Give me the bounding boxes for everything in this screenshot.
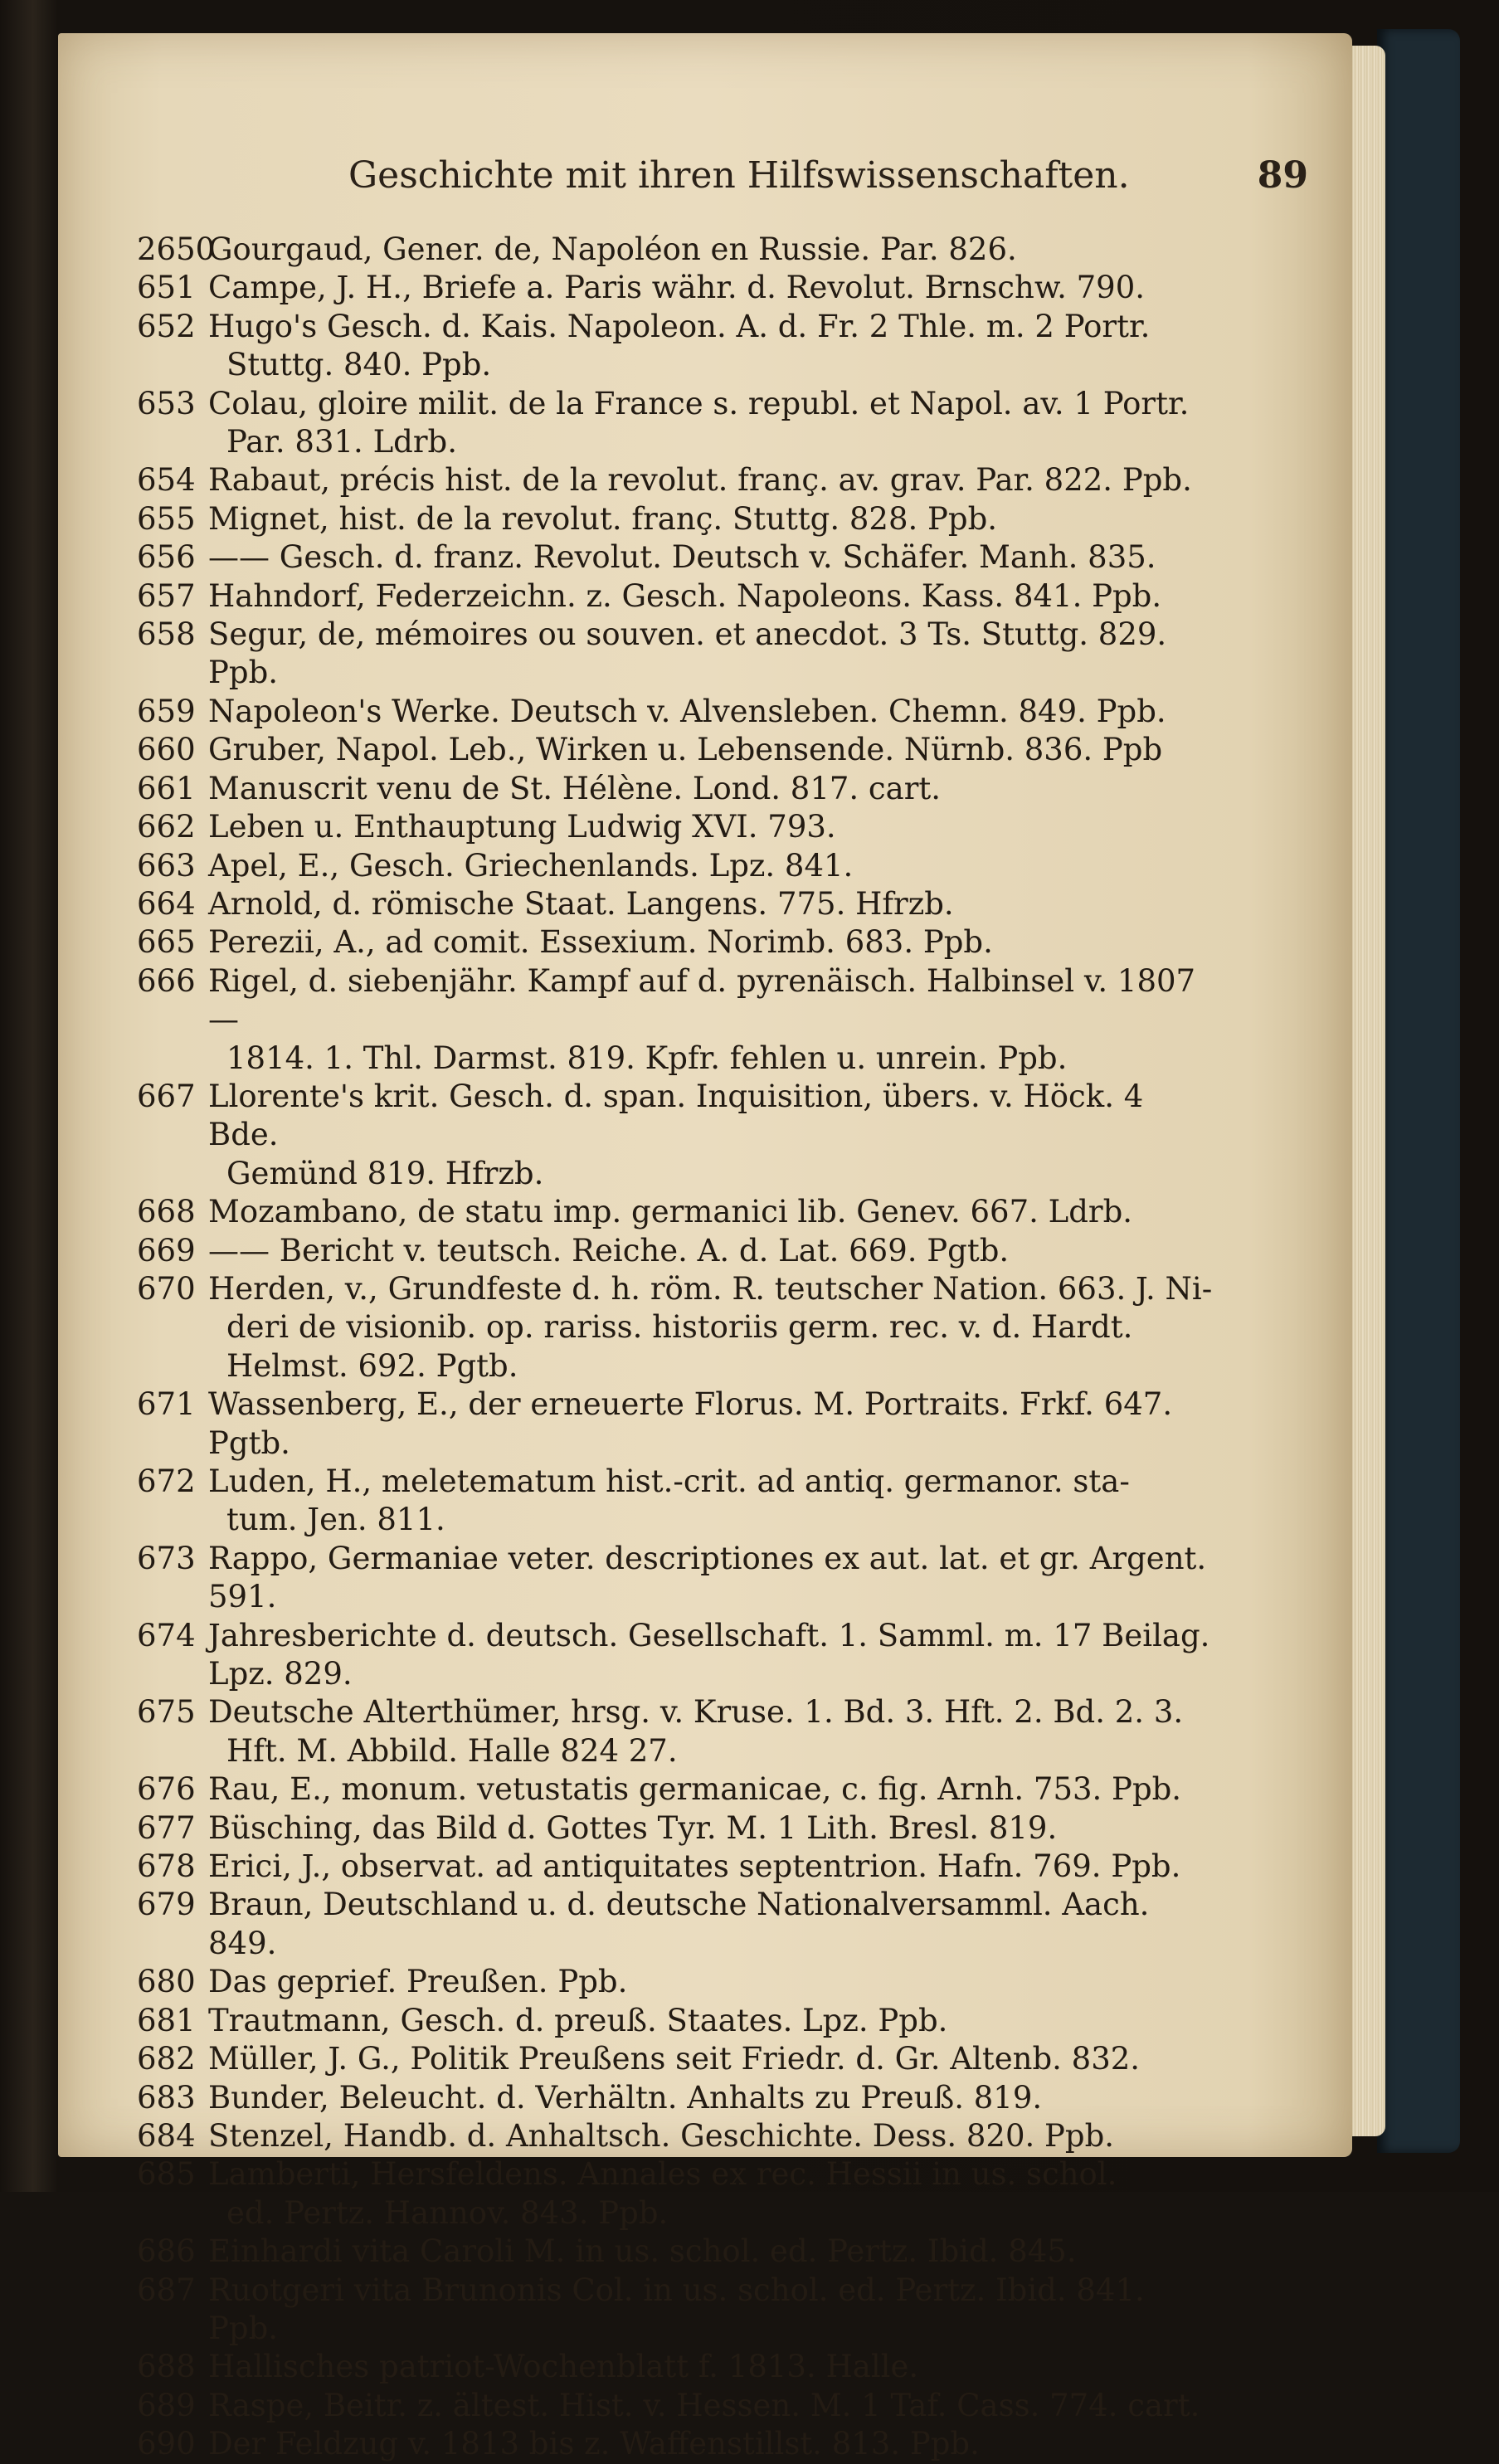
entry-text <box>208 2425 1215 2463</box>
entry-text <box>208 2002 1215 2040</box>
book-cover <box>1377 29 1460 2153</box>
catalog-entry <box>137 2079 1215 2117</box>
catalog-entry <box>137 2002 1215 2040</box>
entry-line: Rappo, Germaniae veter. descriptiones ex aut. lat. et gr. Argent. 591. <box>208 1540 1216 1615</box>
entry-number: 652 <box>137 308 196 344</box>
entry-line: Braun, Deutschland u. d. deutsche Nationalversamml. Aach. 849. <box>208 1887 1160 1961</box>
entry-text <box>208 770 1215 808</box>
entry-line: Manuscrit venu de St. Hélène. Lond. 817. cart. <box>208 770 942 806</box>
entry-number: 672 <box>137 1463 196 1499</box>
entry-line: Jahresberichte d. deutsch. Gesellschaft. 1. Samml. m. 17 Beilag. Lpz. 829. <box>208 1617 1220 1692</box>
catalog-entry <box>137 500 1215 538</box>
catalog-entry <box>137 2233 1215 2271</box>
entry-number: 662 <box>137 809 196 845</box>
entry-line: Erici, J., observat. ad antiquitates septentrion. Hafn. 769. Ppb. <box>208 1848 1181 1885</box>
entry-number: 674 <box>137 1617 196 1653</box>
catalog-entry <box>137 2155 1215 2233</box>
entry-number: 682 <box>137 2041 196 2077</box>
entry-line: Apel, E., Gesch. Griechenlands. Lpz. 841. <box>208 847 854 884</box>
catalog-entry <box>137 1693 1215 1770</box>
entry-number: 660 <box>137 732 196 768</box>
entry-line: Rigel, d. siebenjähr. Kampf auf d. pyrenäisch. Halbinsel v. 1807— <box>208 962 1196 1038</box>
entry-line: Leben u. Enthauptung Ludwig XVI. 793. <box>208 809 836 845</box>
entry-text <box>208 2079 1215 2117</box>
catalog-entry <box>137 385 1215 462</box>
catalog-entry <box>137 1886 1215 1963</box>
entry-number: 690 <box>137 2426 196 2462</box>
catalog-entry <box>137 577 1215 616</box>
catalog-entry <box>137 693 1215 731</box>
entry-text <box>208 2040 1215 2078</box>
catalog-entry <box>137 770 1215 808</box>
entry-line: tum. Jen. 811. <box>226 1502 445 1538</box>
entry-text <box>208 2348 1215 2386</box>
entry-line: Wassenberg, E., der erneuerte Florus. M. Portraits. Frkf. 647. Pgtb. <box>208 1386 1182 1461</box>
entry-number: 654 <box>137 462 196 499</box>
entry-text <box>208 1770 1215 1809</box>
entry-line: —— Bericht v. teutsch. Reiche. A. d. Lat. 669. Pgtb. <box>208 1232 1010 1269</box>
catalog-entry <box>137 461 1215 499</box>
catalog-entries <box>137 231 1220 2464</box>
entry-number: 675 <box>137 1694 196 1731</box>
entry-text <box>208 2155 1215 2233</box>
entry-line: Campe, J. H., Briefe a. Paris währ. d. Revolut. Brnschw. 790. <box>208 270 1146 306</box>
entry-number: 677 <box>137 1809 196 1846</box>
catalog-entry <box>137 2425 1215 2463</box>
catalog-entry <box>137 616 1215 693</box>
entry-number: 667 <box>137 1078 196 1114</box>
entry-line: Herden, v., Grundfeste d. h. röm. R. teutscher Nation. 663. J. Ni- <box>208 1270 1213 1307</box>
entry-line: Hugo's Gesch. d. Kais. Napoleon. A. d. Fr. 2 Thle. m. 2 Portr. <box>208 308 1151 344</box>
entry-line: Raspe, Beitr. z. ältest. Hist. v. Hessen. M. 1 Taf. Cass. 774. cart. <box>208 2387 1200 2423</box>
entry-number: 663 <box>137 847 196 884</box>
entry-line: deri de visionib. op. rariss. historiis germ. rec. v. d. Hardt. <box>226 1309 1133 1346</box>
entry-line: Colau, gloire milit. de la France s. republ. et Napol. av. 1 Portr. <box>208 385 1190 421</box>
entry-line: Das geprief. Preußen. Ppb. <box>208 1964 628 2000</box>
entry-number: 661 <box>137 770 196 806</box>
entry-text <box>208 2272 1215 2349</box>
catalog-entry <box>137 847 1215 885</box>
entry-number: 687 <box>137 2272 196 2308</box>
entry-number: 684 <box>137 2117 196 2154</box>
entry-text <box>208 1232 1215 1270</box>
entry-line: Segur, de, mémoires ou souven. et anecdot. 3 Ts. Stuttg. 829. Ppb. <box>208 616 1176 691</box>
catalog-entry <box>137 1385 1215 1463</box>
entry-line: Arnold, d. römische Staat. Langens. 775. Hfrzb. <box>208 885 954 922</box>
entry-text <box>208 308 1215 385</box>
entry-line: Perezii, A., ad comit. Essexium. Norimb. 683. Ppb. <box>208 924 993 961</box>
entry-line: Stenzel, Handb. d. Anhaltsch. Geschichte. Dess. 820. Ppb. <box>208 2117 1115 2154</box>
entry-number: 679 <box>137 1887 196 1923</box>
catalog-entry <box>137 2272 1215 2349</box>
entry-line: Deutsche Alterthümer, hrsg. v. Kruse. 1. Bd. 3. Hft. 2. Bd. 2. 3. <box>208 1694 1184 1731</box>
entry-text <box>208 538 1215 577</box>
page-header <box>348 154 1308 212</box>
entry-number: 681 <box>137 2002 196 2038</box>
catalog-entry <box>137 2348 1215 2386</box>
entry-number: 686 <box>137 2233 196 2270</box>
entry-number: 665 <box>137 924 196 961</box>
entry-number: 2650 <box>137 231 216 267</box>
entry-number: 659 <box>137 693 196 729</box>
entry-line: ed. Pertz. Hannov. 843. Ppb. <box>226 2194 669 2231</box>
entry-text <box>208 1078 1215 1193</box>
entry-text <box>208 731 1215 769</box>
catalog-entry <box>137 2117 1215 2155</box>
entry-text <box>208 269 1215 307</box>
entry-line: —— Gesch. d. franz. Revolut. Deutsch v. Schäfer. Manh. 835. <box>208 539 1156 576</box>
entry-line: Ruotgeri vita Brunonis Col. in us. schol. ed. Pertz. Ibid. 841. Ppb. <box>208 2272 1155 2346</box>
entry-line: Müller, J. G., Politik Preußens seit Friedr. d. Gr. Altenb. 832. <box>208 2041 1141 2077</box>
catalog-entry <box>137 1078 1215 1193</box>
entry-text <box>208 1540 1215 1617</box>
entry-number: 653 <box>137 385 196 421</box>
entry-line: 1814. 1. Thl. Darmst. 819. Kpfr. fehlen u. unrein. Ppb. <box>226 1040 1068 1076</box>
entry-text <box>208 1848 1215 1886</box>
catalog-entry <box>137 1463 1215 1540</box>
entry-line: Napoleon's Werke. Deutsch v. Alvensleben. Chemn. 849. Ppb. <box>208 693 1166 729</box>
entry-text <box>208 1809 1215 1848</box>
catalog-entry <box>137 962 1215 1078</box>
entry-line: Bunder, Beleucht. d. Verhältn. Anhalts zu Preuß. 819. <box>208 2079 1043 2116</box>
entry-number: 671 <box>137 1386 196 1423</box>
entry-line: Rabaut, précis hist. de la revolut. franç. av. grav. Par. 822. Ppb. <box>208 462 1192 499</box>
entry-text <box>208 1617 1220 1694</box>
catalog-entry <box>137 1848 1215 1886</box>
entry-number: 676 <box>137 1771 196 1808</box>
entry-line: Trautmann, Gesch. d. preuß. Staates. Lpz. Ppb. <box>208 2002 948 2038</box>
catalog-entry <box>137 2387 1215 2425</box>
entry-number: 655 <box>137 500 196 537</box>
catalog-entry <box>137 1770 1215 1809</box>
entry-line: Stuttg. 840. Ppb. <box>226 347 492 383</box>
entry-text <box>208 1463 1215 1540</box>
entry-number: 685 <box>137 2156 196 2193</box>
entry-text <box>208 616 1215 693</box>
catalog-entry <box>137 1540 1215 1617</box>
entry-number: 688 <box>137 2349 196 2385</box>
catalog-entry <box>137 231 1215 269</box>
catalog-entry <box>137 1809 1215 1848</box>
entry-number: 689 <box>137 2387 196 2423</box>
entry-number: 680 <box>137 1964 196 2000</box>
catalog-entry <box>137 731 1215 769</box>
catalog-entry <box>137 1232 1215 1270</box>
catalog-entry <box>137 308 1215 385</box>
entry-number: 683 <box>137 2079 196 2116</box>
entry-text <box>208 577 1215 616</box>
entry-line: Llorente's krit. Gesch. d. span. Inquisition, übers. v. Höck. 4 Bde. <box>208 1078 1154 1153</box>
entry-text <box>208 500 1215 538</box>
entry-text <box>208 923 1215 962</box>
entry-number: 673 <box>137 1540 196 1576</box>
catalog-entry <box>137 269 1215 307</box>
running-title: Geschichte mit ihren Hilfswissenschaften. <box>348 154 1130 197</box>
entry-line: Rau, E., monum. vetustatis germanicae, c. fig. Arnh. 753. Ppb. <box>208 1771 1182 1808</box>
catalog-entry <box>137 923 1215 962</box>
catalog-entry <box>137 1963 1215 2001</box>
entry-line: Hahndorf, Federzeichn. z. Gesch. Napoleons. Kass. 841. Ppb. <box>208 577 1162 614</box>
entry-line: Lamberti, Hersfeldens. Annales ex rec. Hessii in us. schol. <box>208 2156 1117 2193</box>
entry-number: 678 <box>137 1848 196 1885</box>
entry-text <box>208 808 1215 846</box>
entry-number: 664 <box>137 885 196 922</box>
catalog-entry <box>137 2040 1215 2078</box>
entry-line: Mignet, hist. de la revolut. franç. Stuttg. 828. Ppb. <box>208 500 998 537</box>
entry-line: Büsching, das Bild d. Gottes Tyr. M. 1 Lith. Bresl. 819. <box>208 1809 1058 1846</box>
entry-text <box>208 2117 1215 2155</box>
entry-text <box>208 461 1215 499</box>
entry-line: Hft. M. Abbild. Halle 824 27. <box>226 1732 678 1769</box>
entry-number: 657 <box>137 577 196 614</box>
entry-text <box>208 1886 1215 1963</box>
entry-text <box>208 2233 1215 2271</box>
entry-line: Luden, H., meletematum hist.-crit. ad antiq. germanor. sta- <box>208 1463 1130 1499</box>
entry-text <box>208 1693 1215 1770</box>
entry-line: Helmst. 692. Pgtb. <box>226 1347 518 1384</box>
entry-text <box>208 847 1215 885</box>
catalog-entry <box>137 808 1215 846</box>
entry-text <box>208 231 1215 269</box>
entry-text <box>208 885 1215 923</box>
entry-text <box>208 1270 1215 1385</box>
entry-line: Gemünd 819. Hfrzb. <box>226 1155 544 1191</box>
catalog-entry <box>137 1270 1215 1385</box>
entry-number: 656 <box>137 539 196 576</box>
entry-number: 669 <box>137 1232 196 1269</box>
entry-text <box>208 1193 1215 1231</box>
entry-line: Hallisches patriot-Wochenblatt f. 1813. Halle. <box>208 2349 919 2385</box>
entry-text <box>208 1963 1215 2001</box>
entry-number: 658 <box>137 616 196 653</box>
catalog-entry <box>137 885 1215 923</box>
entry-line: Mozambano, de statu imp. germanici lib. Genev. 667. Ldrb. <box>208 1194 1133 1230</box>
entry-text <box>208 385 1215 462</box>
entry-line: Gruber, Napol. Leb., Wirken u. Lebensende. Nürnb. 836. Ppb <box>208 732 1163 768</box>
entry-line: Par. 831. Ldrb. <box>226 424 457 460</box>
entry-text <box>208 1385 1215 1463</box>
entry-text <box>208 962 1215 1078</box>
catalog-entry <box>137 538 1215 577</box>
entry-number: 666 <box>137 962 196 999</box>
entry-line: Der Feldzug v. 1813 bis z. Waffenstillst. 813. Ppb. <box>208 2426 980 2462</box>
entry-text <box>208 693 1215 731</box>
catalog-entry <box>137 1193 1215 1231</box>
entry-number: 670 <box>137 1270 196 1307</box>
entry-line: Gourgaud, Gener. de, Napoléon en Russie. Par. 826. <box>208 231 1017 267</box>
page-number: 89 <box>1257 154 1308 197</box>
catalog-entry <box>137 1617 1220 1694</box>
entry-line: Einhardi vita Caroli M. in us. schol. ed. Pertz. Ibid. 845. <box>208 2233 1077 2270</box>
entry-number: 668 <box>137 1194 196 1230</box>
entry-number: 651 <box>137 270 196 306</box>
entry-text <box>208 2387 1215 2425</box>
